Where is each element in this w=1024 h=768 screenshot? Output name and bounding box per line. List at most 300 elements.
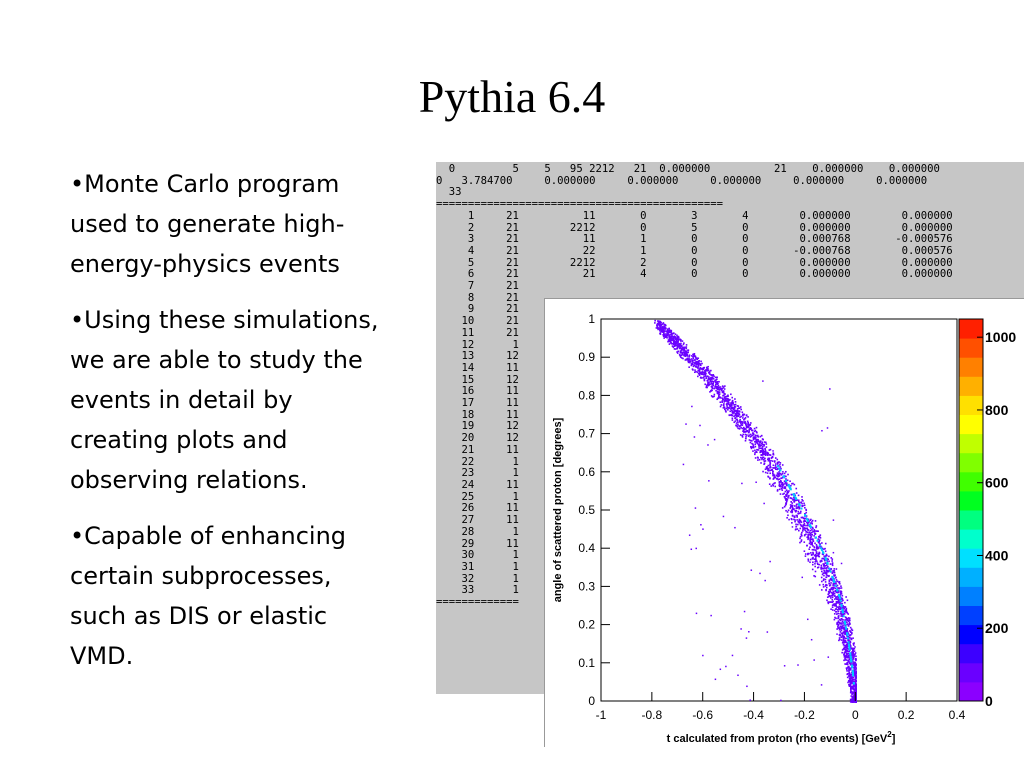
data-point <box>734 398 736 400</box>
data-point <box>825 571 827 573</box>
data-point <box>794 519 796 521</box>
data-point <box>843 639 845 641</box>
data-point <box>802 517 804 519</box>
data-point <box>801 534 803 536</box>
data-point <box>803 521 805 523</box>
data-point <box>850 687 852 689</box>
data-point <box>802 530 804 532</box>
data-point <box>766 467 768 469</box>
data-point <box>844 602 846 604</box>
data-point <box>769 478 771 480</box>
data-point <box>762 438 764 440</box>
data-point <box>673 339 675 341</box>
data-point <box>757 436 759 438</box>
data-point <box>680 347 682 349</box>
data-point <box>827 427 829 429</box>
data-point <box>770 485 772 487</box>
data-point <box>732 402 734 404</box>
data-point <box>795 528 797 530</box>
data-point <box>824 565 826 567</box>
data-point <box>658 327 660 329</box>
data-point <box>718 394 720 396</box>
data-point <box>748 631 750 633</box>
colorbar-segment <box>959 529 983 549</box>
data-point <box>687 358 689 360</box>
data-point <box>836 592 838 594</box>
data-point <box>708 376 710 378</box>
data-point <box>800 536 802 538</box>
data-point <box>704 379 706 381</box>
data-point <box>825 585 827 587</box>
data-point <box>847 682 849 684</box>
data-point <box>770 460 772 462</box>
data-point <box>769 483 771 485</box>
data-point <box>659 330 661 332</box>
data-point <box>718 391 720 393</box>
data-point <box>771 457 773 459</box>
data-point <box>707 382 709 384</box>
scatter-plot <box>545 299 1024 747</box>
data-point <box>815 533 817 535</box>
data-point <box>814 529 816 531</box>
data-point <box>669 339 671 341</box>
data-point <box>796 519 798 521</box>
data-point <box>725 410 727 412</box>
data-point <box>737 410 739 412</box>
data-point <box>732 400 734 402</box>
data-point <box>812 520 814 522</box>
data-point <box>828 583 830 585</box>
y-tick-label: 0 <box>588 694 595 708</box>
x-axis-label-sup: 2 <box>887 730 892 739</box>
data-point <box>819 584 821 586</box>
data-point <box>720 406 722 408</box>
data-point <box>681 350 683 352</box>
data-point <box>807 539 809 541</box>
data-point <box>816 525 818 527</box>
data-point <box>696 359 698 361</box>
data-point <box>842 621 844 623</box>
data-point <box>723 407 725 409</box>
data-point <box>840 590 842 592</box>
data-point <box>744 611 746 613</box>
data-point <box>781 477 783 479</box>
data-point <box>814 576 816 578</box>
data-point <box>841 630 843 632</box>
data-point <box>812 557 814 559</box>
data-point <box>815 549 817 551</box>
data-point <box>748 434 750 436</box>
data-point <box>811 536 813 538</box>
data-point <box>814 563 816 565</box>
data-point <box>698 363 700 365</box>
data-point <box>705 377 707 379</box>
data-point <box>713 378 715 380</box>
data-point <box>725 666 727 668</box>
data-point <box>801 539 803 541</box>
data-point <box>815 537 817 539</box>
data-point <box>678 346 680 348</box>
data-point <box>788 509 790 511</box>
data-point <box>842 628 844 630</box>
data-point <box>793 493 795 495</box>
data-point <box>663 337 665 339</box>
data-point <box>796 515 798 517</box>
data-point <box>800 511 802 513</box>
data-point <box>798 530 800 532</box>
data-point <box>846 645 848 647</box>
data-point <box>806 545 808 547</box>
data-point <box>734 404 736 406</box>
data-point <box>830 568 832 570</box>
data-point <box>820 560 822 562</box>
data-point <box>848 659 850 661</box>
data-point <box>830 601 832 603</box>
data-point <box>794 516 796 518</box>
data-point <box>775 468 777 470</box>
data-point <box>666 337 668 339</box>
y-tick-label: 0.8 <box>578 388 595 403</box>
data-point <box>771 469 773 471</box>
data-point <box>808 560 810 562</box>
data-point <box>735 412 737 414</box>
data-point <box>727 401 729 403</box>
data-point <box>654 320 656 322</box>
data-point <box>832 594 834 596</box>
data-point <box>767 459 769 461</box>
data-point <box>800 524 802 526</box>
data-point <box>850 695 852 697</box>
bullet-list <box>70 164 390 692</box>
data-point <box>846 629 848 631</box>
data-point <box>843 615 845 617</box>
data-point <box>841 623 843 625</box>
data-point <box>721 401 723 403</box>
data-point <box>787 499 789 501</box>
data-point <box>759 451 761 453</box>
data-point <box>792 483 794 485</box>
data-point <box>841 636 843 638</box>
data-point <box>725 399 727 401</box>
data-point <box>837 601 839 603</box>
data-point <box>786 483 788 485</box>
data-point <box>733 411 735 413</box>
data-point <box>809 541 811 543</box>
data-point <box>747 416 749 418</box>
data-point <box>828 603 830 605</box>
data-point <box>811 529 813 531</box>
data-point <box>774 460 776 462</box>
data-point <box>843 636 845 638</box>
data-point <box>822 551 824 553</box>
data-point <box>812 531 814 533</box>
data-point <box>774 486 776 488</box>
data-point <box>848 645 850 647</box>
data-point <box>798 513 800 515</box>
data-point <box>716 382 718 384</box>
data-point <box>712 385 714 387</box>
data-point <box>843 654 845 656</box>
data-point <box>772 485 774 487</box>
data-point <box>799 542 801 544</box>
data-point <box>689 354 691 356</box>
data-point <box>809 543 811 545</box>
data-point <box>855 655 857 657</box>
data-point <box>831 599 833 601</box>
data-point <box>822 563 824 565</box>
data-point <box>839 639 841 641</box>
data-point <box>716 377 718 379</box>
data-point <box>819 544 821 546</box>
data-point <box>814 566 816 568</box>
data-point <box>713 374 715 376</box>
data-point <box>809 561 811 563</box>
data-point <box>784 473 786 475</box>
data-point <box>812 553 814 555</box>
data-point <box>673 336 675 338</box>
data-point <box>708 379 710 381</box>
data-point <box>760 462 762 464</box>
data-point <box>836 611 838 613</box>
data-point <box>842 600 844 602</box>
data-point <box>769 472 771 474</box>
data-point <box>776 459 778 461</box>
data-point <box>798 520 800 522</box>
data-point <box>684 355 686 357</box>
data-point <box>789 480 791 482</box>
data-point <box>772 453 774 455</box>
data-point <box>798 511 800 513</box>
data-point <box>739 411 741 413</box>
bullet-item: •Monte Carlo program used to generate high-energy-physics events <box>70 170 345 278</box>
data-point <box>712 383 714 385</box>
bullet-item: •Using these simulations, we are able to study the events in detail by creating plots and observing relations. <box>70 306 379 494</box>
data-point <box>850 668 852 670</box>
data-point <box>843 660 845 662</box>
colorbar-segment <box>959 663 983 683</box>
data-point <box>842 619 844 621</box>
data-point <box>825 543 827 545</box>
data-point <box>837 581 839 583</box>
data-point <box>765 442 767 444</box>
data-point <box>752 443 754 445</box>
data-point <box>844 623 846 625</box>
data-point <box>828 556 830 558</box>
data-point <box>840 625 842 627</box>
data-point <box>729 399 731 401</box>
printout-text: 0 5 5 95 2212 21 0.000000 21 0.000000 0.000000 0 3.784700 0.000000 0.000000 0.000000 0.000000 0.000000 33 ============================================= 1 21 11 0 3 4 0.000000 0.000000 2 21 2212 0 5 0 0.000000 0.000000 3 21 11 1 0 0 0.000768 -0.000576 4 21 22 1 0 0 -0.000768 0.000576 5 21 2212 2 0 0 0.000000 0.000000 6 21 21 4 0 0 0.000000 0.000000 7 21 8 21 9 21 10 21 11 21 12 1 13 12 14 11 15 12 16 11 17 11 18 11 19 12 20 12 21 11 22 1 23 1 24 11 25 1 26 11 27 11 28 1 29 11 30 1 31 1 32 1 33 1 ============= <box>436 163 953 609</box>
data-point <box>821 684 823 686</box>
data-point <box>701 373 703 375</box>
data-point <box>794 521 796 523</box>
data-point <box>812 569 814 571</box>
data-point <box>694 371 696 373</box>
data-point <box>848 647 850 649</box>
data-point <box>717 388 719 390</box>
data-point <box>766 446 768 448</box>
data-point <box>816 552 818 554</box>
data-point <box>832 609 834 611</box>
data-point <box>763 453 765 455</box>
data-point <box>846 670 848 672</box>
data-point <box>807 525 809 527</box>
data-point <box>834 613 836 615</box>
data-point <box>815 561 817 563</box>
data-point <box>848 656 850 658</box>
data-point <box>735 420 737 422</box>
data-point <box>853 682 855 684</box>
data-point <box>847 637 849 639</box>
data-point <box>772 460 774 462</box>
data-point <box>694 436 696 438</box>
data-point <box>723 516 725 518</box>
data-point <box>779 469 781 471</box>
data-point <box>828 568 830 570</box>
data-point <box>724 385 726 387</box>
data-point <box>746 637 748 639</box>
data-point <box>800 512 802 514</box>
data-point <box>780 468 782 470</box>
data-point <box>724 397 726 399</box>
data-point <box>772 450 774 452</box>
data-point <box>765 472 767 474</box>
data-point <box>787 497 789 499</box>
data-point <box>715 377 717 379</box>
data-point <box>727 395 729 397</box>
colorbar-segment <box>959 472 983 492</box>
data-point <box>656 325 658 327</box>
data-point <box>849 619 851 621</box>
data-point <box>661 328 663 330</box>
data-point <box>683 342 685 344</box>
data-point <box>758 441 760 443</box>
data-point <box>814 558 816 560</box>
data-point <box>752 435 754 437</box>
data-point <box>782 493 784 495</box>
data-point <box>703 374 705 376</box>
data-point <box>685 423 687 425</box>
data-point <box>662 323 664 325</box>
data-point <box>710 370 712 372</box>
data-point <box>734 527 736 529</box>
data-point <box>845 656 847 658</box>
colorbar-segment <box>959 586 983 606</box>
data-point <box>672 333 674 335</box>
data-point <box>675 345 677 347</box>
data-point <box>825 581 827 583</box>
data-point <box>755 457 757 459</box>
data-point <box>816 545 818 547</box>
data-point <box>849 652 851 654</box>
data-point <box>840 600 842 602</box>
data-point <box>738 413 740 415</box>
data-point <box>848 669 850 671</box>
data-point <box>808 548 810 550</box>
data-point <box>826 600 828 602</box>
data-point <box>821 566 823 568</box>
data-point <box>804 505 806 507</box>
data-point <box>740 628 742 630</box>
data-point <box>838 622 840 624</box>
data-point <box>823 568 825 570</box>
data-point <box>716 381 718 383</box>
data-point <box>806 519 808 521</box>
data-point <box>799 538 801 540</box>
data-point <box>751 440 753 442</box>
data-point <box>791 494 793 496</box>
data-point <box>780 462 782 464</box>
data-point <box>786 502 788 504</box>
data-point <box>791 505 793 507</box>
data-point <box>702 528 704 530</box>
data-point <box>679 344 681 346</box>
data-point <box>826 554 828 556</box>
data-point <box>796 504 798 506</box>
data-point <box>850 630 852 632</box>
data-point <box>801 496 803 498</box>
data-point <box>798 499 800 501</box>
data-point <box>710 390 712 392</box>
data-point <box>754 428 756 430</box>
data-point <box>759 447 761 449</box>
data-point <box>805 555 807 557</box>
data-point <box>747 422 749 424</box>
data-point <box>703 369 705 371</box>
data-point <box>845 663 847 665</box>
data-point <box>838 582 840 584</box>
data-point <box>850 689 852 691</box>
data-point <box>755 446 757 448</box>
data-point <box>689 362 691 364</box>
data-point <box>695 548 697 550</box>
data-point <box>839 597 841 599</box>
colorbar-segment <box>959 453 983 473</box>
data-point <box>801 525 803 527</box>
data-point <box>766 443 768 445</box>
data-point <box>710 615 712 617</box>
data-point <box>778 468 780 470</box>
data-point <box>809 539 811 541</box>
data-point <box>839 634 841 636</box>
data-point <box>836 613 838 615</box>
data-point <box>751 569 753 571</box>
data-point <box>670 337 672 339</box>
data-point <box>803 541 805 543</box>
data-point <box>737 422 739 424</box>
data-point <box>810 519 812 521</box>
data-point <box>736 422 738 424</box>
data-point <box>672 338 674 340</box>
data-point <box>670 342 672 344</box>
data-point <box>732 419 734 421</box>
data-point <box>780 700 782 702</box>
data-point <box>740 427 742 429</box>
data-point <box>695 507 697 509</box>
data-point <box>833 591 835 593</box>
data-point <box>671 339 673 341</box>
data-point <box>676 342 678 344</box>
colorbar-segment <box>959 682 983 702</box>
data-point <box>764 463 766 465</box>
data-point <box>804 550 806 552</box>
data-point <box>847 599 849 601</box>
data-point <box>799 528 801 530</box>
data-point <box>827 594 829 596</box>
colorbar-tick-label: 800 <box>985 401 1009 418</box>
data-point <box>782 482 784 484</box>
data-point <box>809 546 811 548</box>
data-point <box>693 357 695 359</box>
